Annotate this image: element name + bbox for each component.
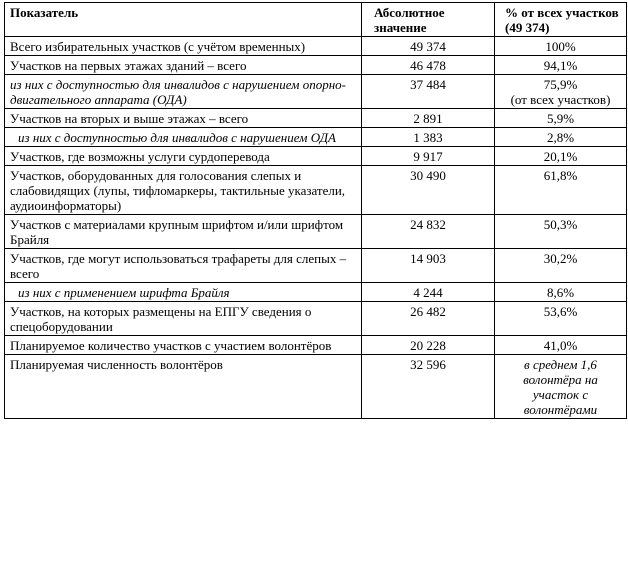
table-row <box>5 283 627 302</box>
table-row <box>5 56 627 75</box>
row-percent: 41,0% <box>495 336 627 355</box>
row-percent: 50,3% <box>495 215 627 249</box>
row-label: из них с применением шрифта Брайля <box>5 283 362 302</box>
row-percent: 100% <box>495 37 627 56</box>
table-row <box>5 302 627 336</box>
row-value: 2 891 <box>362 109 495 128</box>
row-percent: в среднем 1,6 волонтёра на участок с волонтёрами <box>495 355 627 419</box>
row-value: 30 490 <box>362 166 495 215</box>
row-percent: 5,9% <box>495 109 627 128</box>
header-percent: % от всех участков (49 374) <box>495 3 627 37</box>
table-row <box>5 336 627 355</box>
row-percent: 53,6% <box>495 302 627 336</box>
row-label: Участков, на которых размещены на ЕПГУ сведения о спецоборудовании <box>5 302 362 336</box>
row-percent: 30,2% <box>495 249 627 283</box>
row-label: Участков, где возможны услуги сурдоперевода <box>5 147 362 166</box>
table-header-row <box>5 3 627 37</box>
row-percent: 61,8% <box>495 166 627 215</box>
row-value: 14 903 <box>362 249 495 283</box>
table-row <box>5 215 627 249</box>
table-row <box>5 166 627 215</box>
row-label: Участков, оборудованных для голосования слепых и слабовидящих (лупы, тифломаркеры, тактильные указатели, аудиоинформаторы) <box>5 166 362 215</box>
row-value: 37 484 <box>362 75 495 109</box>
row-value: 49 374 <box>362 37 495 56</box>
row-label: Участков на первых этажах зданий – всего <box>5 56 362 75</box>
row-percent: 2,8% <box>495 128 627 147</box>
row-value: 4 244 <box>362 283 495 302</box>
row-label: Планируемое количество участков с участием волонтёров <box>5 336 362 355</box>
row-value: 20 228 <box>362 336 495 355</box>
row-label: из них с доступностью для инвалидов с нарушением ОДА <box>5 128 362 147</box>
row-percent: 94,1% <box>495 56 627 75</box>
row-value: 26 482 <box>362 302 495 336</box>
table-row <box>5 37 627 56</box>
row-value: 24 832 <box>362 215 495 249</box>
row-value: 9 917 <box>362 147 495 166</box>
table-row <box>5 355 627 419</box>
table-row <box>5 128 627 147</box>
row-label: из них с доступностью для инвалидов с нарушением опорно-двигательного аппарата (ОДА) <box>5 75 362 109</box>
row-percent-cell <box>495 75 627 109</box>
row-percent: 20,1% <box>495 147 627 166</box>
table-row <box>5 249 627 283</box>
header-indicator: Показатель <box>5 3 362 37</box>
row-percent: 75,9% <box>543 77 578 92</box>
row-value: 1 383 <box>362 128 495 147</box>
row-value: 32 596 <box>362 355 495 419</box>
table-row <box>5 147 627 166</box>
row-label: Участков с материалами крупным шрифтом и/или шрифтом Брайля <box>5 215 362 249</box>
row-label: Планируемая численность волонтёров <box>5 355 362 419</box>
table-row <box>5 109 627 128</box>
row-label: Участков, где могут использоваться трафареты для слепых – всего <box>5 249 362 283</box>
row-label: Всего избирательных участков (с учётом временных) <box>5 37 362 56</box>
row-percent-note: (от всех участков) <box>510 92 611 107</box>
statistics-table <box>4 2 627 419</box>
row-label: Участков на вторых и выше этажах – всего <box>5 109 362 128</box>
table-row <box>5 75 627 109</box>
header-absolute-value: Абсолютное значение <box>362 3 495 37</box>
row-percent: 8,6% <box>495 283 627 302</box>
row-value: 46 478 <box>362 56 495 75</box>
